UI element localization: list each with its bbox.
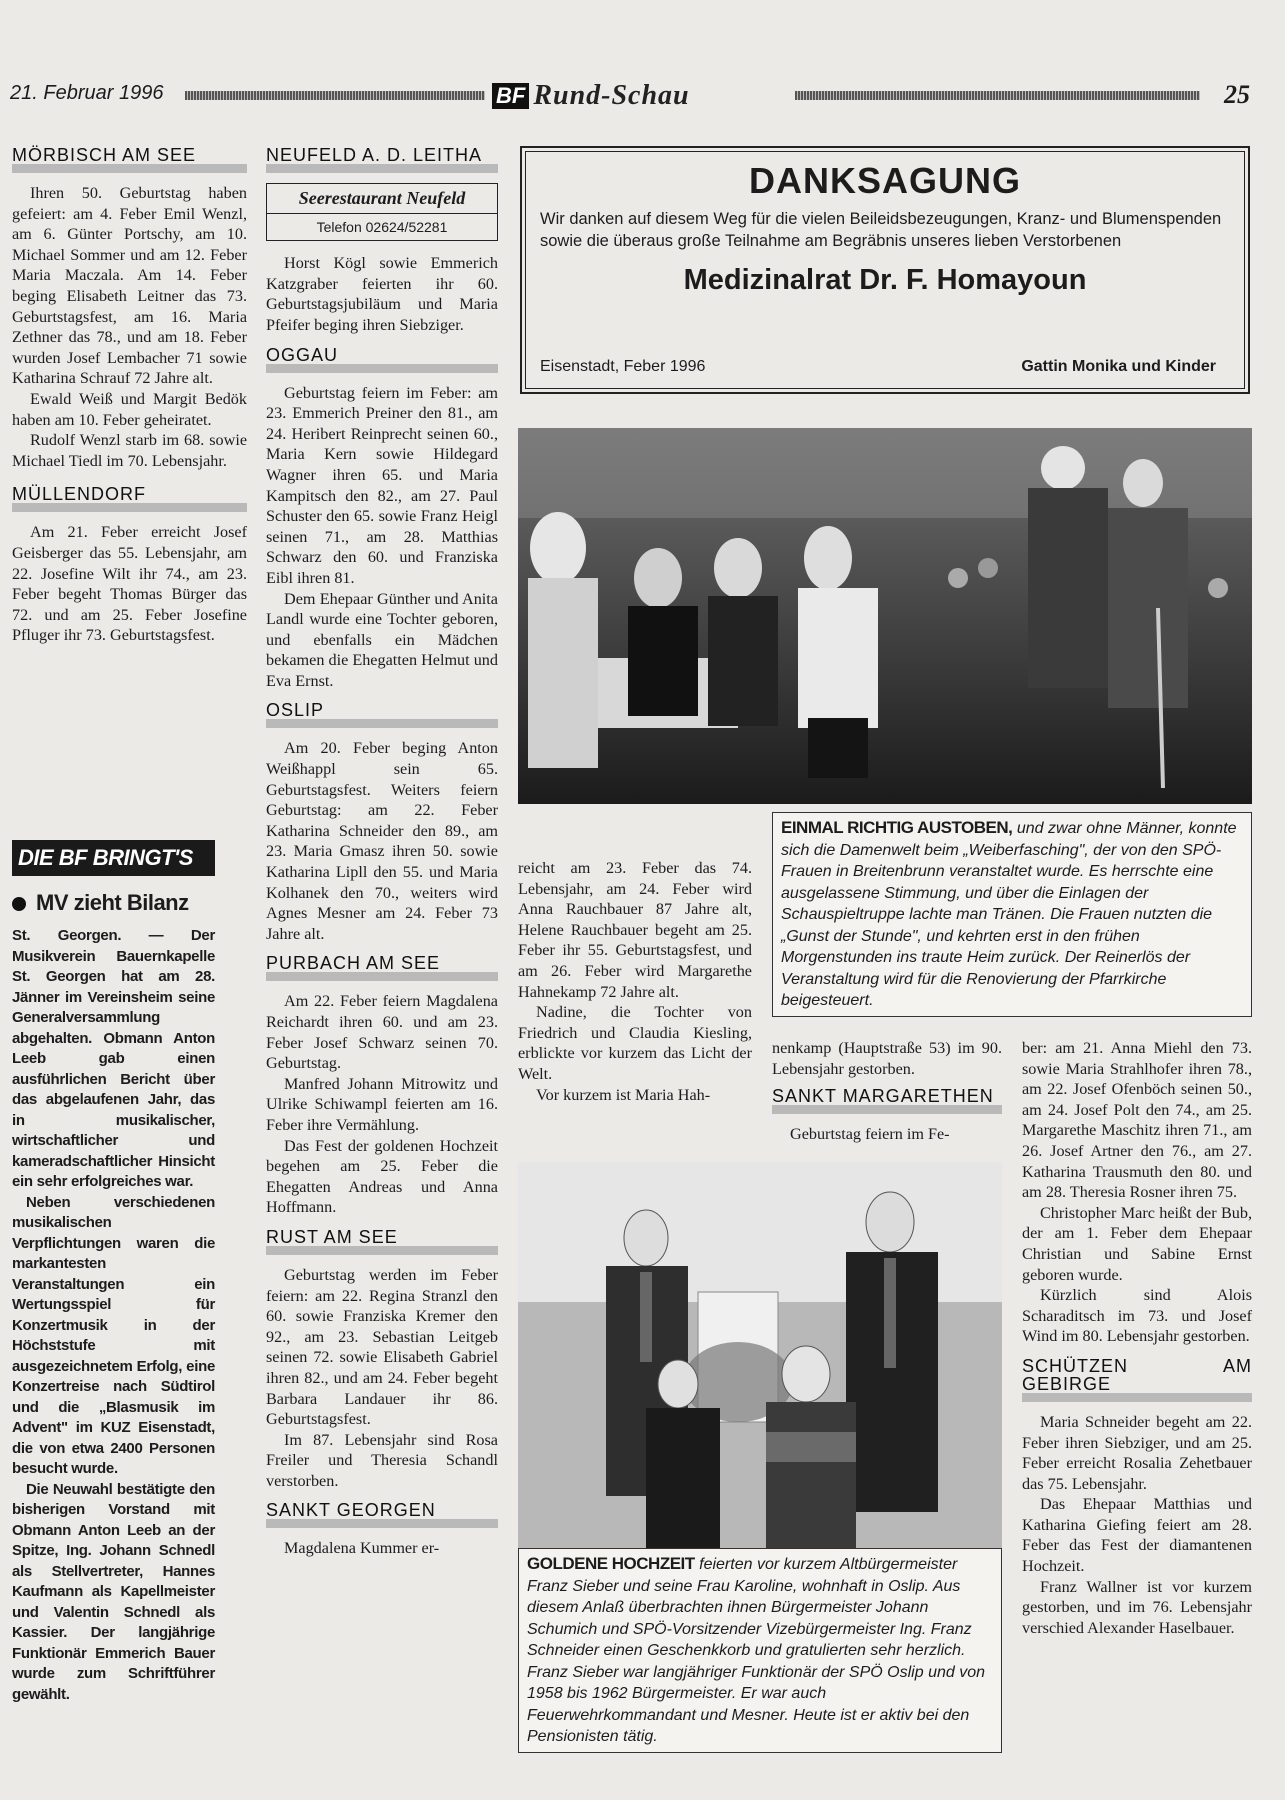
paragraph: Geburtstag feiern im Fe- <box>790 1125 950 1144</box>
section-heading: MÜLLENDORF <box>12 483 247 512</box>
paragraph: Kürzlich sind Alois Scharaditsch im 73. und Josef Wind im 80. Lebensjahr gestorben. <box>1022 1286 1252 1346</box>
paragraph: Am 21. Feber erreicht Josef Geisberger das 55. Lebensjahr, am 22. Josefine Wilt ihr 74., am 23. Feber begeht Thomas Bürger das 72. und am 25. Feber Josefine Pfluger ihr 73. Geburtstagsfest. <box>12 523 247 645</box>
section-heading: SCHÜTZEN AM GEBIRGE <box>1022 1355 1252 1402</box>
box-text <box>12 926 215 1705</box>
photo-illustration <box>518 1162 1002 1548</box>
caption-goldene-hochzeit <box>518 1548 1002 1753</box>
notice-body: Wir danken auf diesem Weg für die vielen Beileidsbezeugungen, Kranz- und Blumenspenden sowie die überaus große Teilnahme am Begräbnis unseres lieben Verstorbenen <box>540 210 1222 250</box>
issue-date: 21. Februar 1996 <box>10 82 164 104</box>
caption-lead: GOLDENE HOCHZEIT <box>527 1554 695 1573</box>
section-heading: MÖRBISCH AM SEE <box>12 144 247 173</box>
paragraph: Das Fest der goldenen Hochzeit begehen am 25. Feber die Ehegatten Andreas und Anna Hoffmann. <box>266 1136 498 1217</box>
paragraph: Geburtstag werden im Feber feiern: am 22. Regina Stranzl den 60. sowie Franziska Kremer den 92., am 23. Sebastian Leitgeb seinen 72. sowie Elisabeth Gabriel ihren 82., und am 24. Feber begeht Barbara Landauer ihr 86. Geburtstagsfest. <box>266 1265 498 1429</box>
column-4 <box>772 1038 1002 1145</box>
column-2 <box>266 144 498 1559</box>
caption-text: und zwar ohne Männer, konnte sich die Damenwelt beim „Weiberfasching", der von den SPÖ-Frauen in Breitenbrunn veranstaltet wurde. Es herrschte eine ausgelassene Stimmung, und über die Einlagen der Schauspieltruppe lachte man Tränen. Die Frauen nutzten die „Gunst der Stunde", und kehrten erst in den frühen Morgenstunden ins traute Heim zurück. Der Reinerlös der Veranstaltung wird für die Renovierung der Pfarrkirche beigesteuert. <box>781 820 1237 1009</box>
paragraph: Neben verschiedenen musikalischen Verpflichtungen waren die markantesten Veranstaltungen ein Wertungsspiel für Konzertmusik in der Höchststufe mit ausgezeichnetem Erfolg, eine Konzertreise nach Südtirol und die „Blasmusik im Advent" im KUZ Eisenstadt, die von etwa 2400 Personen besucht wurde. <box>12 1193 215 1477</box>
section-heading: SANKT GEORGEN <box>266 1499 498 1528</box>
notice-name: Medizinalrat Dr. F. Homayoun <box>683 264 1087 296</box>
box-title-text: MV zieht Bilanz <box>36 890 189 915</box>
paragraph: reicht am 23. Feber das 74. Lebensjahr, am 24. Feber wird Anna Rauchbauer 87 Jahre alt, Helene Rauchbauer begeht am 25. Feber ihr 55. Geburtstagsfest, und am 26. Feber wird Margarethe Hahnekamp 72 Jahre alt. <box>518 859 752 1001</box>
photo-weiberfasching <box>518 428 1252 804</box>
paragraph: Ihren 50. Geburtstag haben gefeiert: am 4. Feber Emil Wenzl, am 6. Günter Portschy, am 10. Michael Sommer und am 12. Feber Maria Maczala. Am 14. Feber beging Elisabeth Leitner das 73. Geburtstagsfest, am 16. Maria Zethner das 78., und am 18. Feber wurden Josef Lembacher 71 sowie Katharina Schrauf 72 Jahre alt. <box>12 184 247 388</box>
section-title: Rund-Schau <box>533 80 690 111</box>
notice-title: DANKSAGUNG <box>748 160 1021 201</box>
restaurant-ad <box>266 183 498 241</box>
paragraph: Horst Kögl sowie Emmerich Katzgraber feierten ihr 60. Geburtstagsjubiläum und Maria Pfeifer beging ihren Siebziger. <box>266 254 498 334</box>
bf-bringts-box <box>12 840 215 1705</box>
page-header <box>10 80 1250 110</box>
section-heading: NEUFELD A. D. LEITHA <box>266 144 498 173</box>
caption-weiberfasching <box>772 812 1252 1017</box>
photo-illustration <box>518 428 1252 804</box>
paragraph: Im 87. Lebensjahr sind Rosa Freiler und Theresia Schandl verstorben. <box>266 1430 498 1490</box>
paragraph: Vor kurzem ist Maria Hah- <box>536 1085 711 1104</box>
ad-name: Seerestaurant Neufeld <box>267 184 497 214</box>
box-header: DIE BF BRINGT'S <box>12 840 215 876</box>
header-rule-left <box>185 91 485 100</box>
column-3 <box>518 858 752 1105</box>
paragraph: Am 20. Feber beging Anton Weißhappl sein 65. Geburtstagsfest. Weiters feiern Geburtstag: am 22. Feber Katharina Schneider den 89., am 23. Maria Gmasz ihren 50. sowie Katharina Lipll den 55. und Maria Kolhanek den 70., weiters wird Agnes Mesner am 24. Feber 73 Jahre alt. <box>266 739 498 943</box>
paragraph: Christopher Marc heißt der Bub, der am 1. Feber dem Ehepaar Christian und Sabine Ernst geboren wurde. <box>1022 1203 1252 1284</box>
paragraph: Nadine, die Tochter von Friedrich und Claudia Kiesling, erblickte vor kurzem das Licht der Welt. <box>518 1003 752 1083</box>
notice-place-date: Eisenstadt, Feber 1996 <box>540 358 706 375</box>
notice-signature: Gattin Monika und Kinder <box>1021 358 1216 375</box>
column-1 <box>12 144 247 646</box>
paragraph: Magdalena Kummer er- <box>284 1539 440 1558</box>
paragraph: Rudolf Wenzl starb im 68. sowie Michael Tiedl im 70. Lebensjahr. <box>12 431 247 470</box>
header-rule-right <box>795 91 1200 100</box>
ad-phone: Telefon 02624/52281 <box>316 218 448 235</box>
danksagung-notice <box>520 146 1250 394</box>
section-heading: PURBACH AM SEE <box>266 952 498 981</box>
page-number: 25 <box>1224 80 1250 109</box>
section-heading: SANKT MARGARETHEN <box>772 1085 1002 1114</box>
paragraph: St. Georgen. — Der Musikverein Bauernkapelle St. Georgen hat am 28. Jänner im Vereinsheim seine Generalversammlung abgehalten. Obmann Anton Leeb gab einen ausführlichen Bericht über das abgelaufenen Jahr, das in musikalischer, wirtschaftlicher und kameradschaftlicher Hinsicht ein sehr erfolgreiches war. <box>12 927 215 1190</box>
section-heading: OSLIP <box>266 699 498 728</box>
section-heading: OGGAU <box>266 344 498 373</box>
caption-lead: EINMAL RICHTIG AUSTOBEN, <box>781 818 1013 837</box>
paragraph: Die Neuwahl bestätigte den bisherigen Vorstand mit Obmann Anton Leeb an der Spitze, Ing. Johann Schnedl als Stellvertreter, Hannes Kaufmann als Kapellmeister und Valentin Schnedl als Kassier. Der langjährige Funktionär Emmerich Bauer wurde zum Schriftführer gewählt. <box>12 1480 215 1703</box>
paragraph: Manfred Johann Mitrowitz und Ulrike Schiwampl feierten am 16. Feber ihre Vermählung. <box>266 1074 498 1134</box>
paragraph: Das Ehepaar Matthias und Katharina Giefing feiert am 28. Feber das Fest der diamantenen Hochzeit. <box>1022 1495 1252 1576</box>
paragraph: Dem Ehepaar Günther und Anita Landl wurde eine Tochter geboren, und ebenfalls ein Mädchen bekamen die Ehegatten Helmut und Eva Ernst. <box>266 589 498 690</box>
paragraph: Am 22. Feber feiern Magdalena Reichardt ihren 60. und am 23. Feber Josef Schwarz seinen 70. Geburtstag. <box>266 992 498 1073</box>
photo-goldene-hochzeit <box>518 1162 1002 1548</box>
paragraph: Franz Wallner ist vor kurzem gestorben, und im 76. Lebensjahr verschied Alexander Haselbauer. <box>1022 1577 1252 1637</box>
bullet-icon <box>12 897 26 911</box>
paragraph: Ewald Weiß und Margit Bedök haben am 10. Feber geheiratet. <box>12 389 247 429</box>
paragraph: ber: am 21. Anna Miehl den 73. sowie Maria Strahlhofer ihren 78., am 22. Josef Ofenböch seinen 50., am 24. Josef Polt den 74., am 25. Margarethe Maschitz ihren 71., am 26. Josef Artner den 76., am 27. Katharina Trausmuth den 80. und am 28. Theresia Rosner ihren 75. <box>1022 1039 1252 1202</box>
paragraph: Geburtstag feiern im Feber: am 23. Emmerich Preiner den 81., am 24. Heribert Reinprecht seinen 60., Maria Kern sowie Hildegard Wagner ihren 65. und Maria Kampitsch den 82., am 27. Paul Schuster den 65. sowie Franz Heigl seinen 71., am 28. Matthias Schwarz den 60. und Franziska Eibl ihren 81. <box>266 383 498 587</box>
column-5 <box>1022 1038 1252 1638</box>
box-title <box>12 890 215 916</box>
masthead-logo <box>492 80 690 112</box>
section-heading: RUST AM SEE <box>266 1226 498 1255</box>
caption-text: feierten vor kurzem Altbürgermeister Franz Sieber und seine Frau Karoline, wohnhaft in Oslip. Aus diesem Anlaß überbrachten ihnen Bürgermeister Johann Schumich und SPÖ-Vorsitzender Vizebürgermeister Ing. Franz Schneider einen Geschenkkorb und gratulierten sehr herzlich. Franz Sieber war langjähriger Funktionär der SPÖ Oslip und von 1958 bis 1962 Bürgermeister. Er war auch Feuerwehrkommandant und Mesner. Heute ist er aktiv bei den Pensionisten tätig. <box>527 1556 985 1745</box>
bf-logo: BF <box>492 83 529 109</box>
paragraph: nenkamp (Hauptstraße 53) im 90. Lebensjahr gestorben. <box>772 1039 1002 1078</box>
paragraph: Maria Schneider begeht am 22. Feber ihren Siebziger, und am 25. Feber erreicht Rosalia Zehetbauer das 75. Lebensjahr. <box>1022 1412 1252 1493</box>
